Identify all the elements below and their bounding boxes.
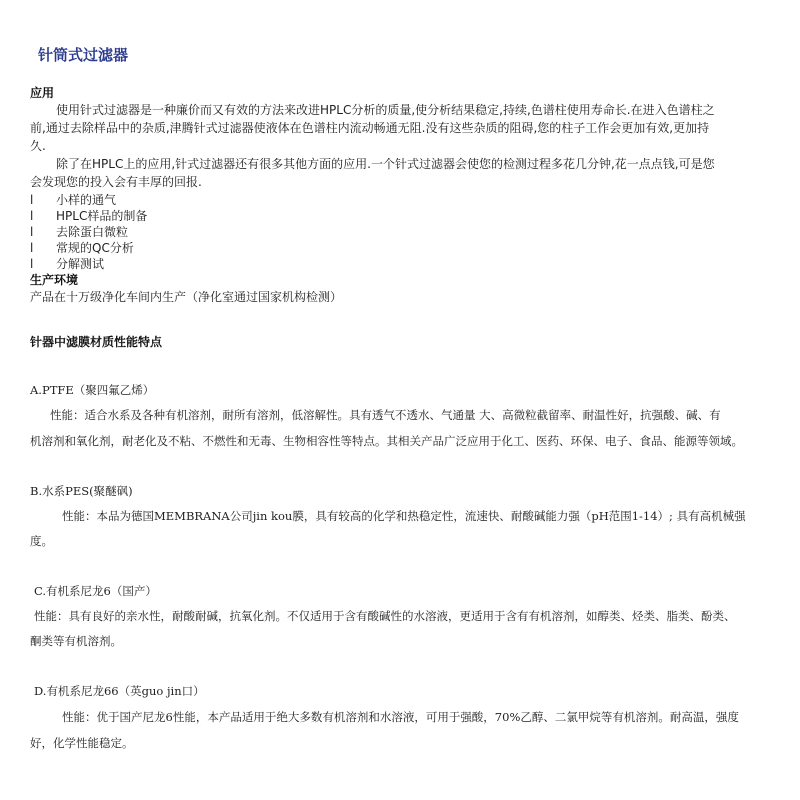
application-paragraph-2-line-1: 除了在HPLC上的应用,针式过滤器还有很多其他方面的应用.一个针式过滤器会使您的检测过程多花几分钟,花一点点钱,可是您 <box>56 157 715 171</box>
application-paragraph-1-line-3: 久. <box>30 139 46 153</box>
section-d-label: D.有机系尼龙66（英guo jin口） <box>34 684 205 698</box>
section-b-line-2: 度。 <box>30 534 53 548</box>
list-item <box>30 223 128 240</box>
list-marker: l <box>30 225 34 239</box>
list-marker: l <box>30 241 34 255</box>
section-d-line-1: 性能：优于国产尼龙6性能，本产品适用于绝大多数有机溶剂和水溶液，可用于强酸，70%乙醇、二氯甲烷等有机溶剂。耐高温，强度 <box>62 710 739 724</box>
list-item <box>30 255 104 272</box>
production-heading: 生产环境 <box>30 273 79 287</box>
application-paragraph-2-line-2: 会发现您的投入会有丰厚的回报. <box>30 175 202 189</box>
list-item <box>30 191 116 208</box>
section-c-label: C.有机系尼龙6（国产） <box>34 584 157 598</box>
production-text: 产品在十万级净化车间内生产（净化室通过国家机构检测） <box>30 290 343 304</box>
application-paragraph-1-line-1: 使用针式过滤器是一种廉价而又有效的方法来改进HPLC分析的质量,使分析结果稳定,持续,色谱柱使用寿命长.在进入色谱柱之 <box>56 103 715 117</box>
section-b-line-1: 性能：本品为德国MEMBRANA公司jin kou膜，具有较高的化学和热稳定性，流速快、耐酸碱能力强（pH范围1-14）; 具有高机械强 <box>62 509 746 523</box>
list-item <box>30 207 147 224</box>
application-paragraph-1-line-2: 前,通过去除样品中的杂质,津腾针式过滤器使液体在色谱柱内流动畅通无阻.没有这些杂质的阻碍,您的柱子工作会更加有效,更加持 <box>30 121 710 135</box>
membrane-heading: 针器中滤膜材质性能特点 <box>30 335 163 349</box>
list-marker: l <box>30 193 34 207</box>
section-c-line-1: 性能：具有良好的亲水性，耐酸耐碱，抗氧化剂。不仅适用于含有酸碱性的水溶液，更适用于含有有机溶剂，如醇类、烃类、脂类、酚类、 <box>34 609 736 623</box>
section-c-line-2: 酮类等有机溶剂。 <box>30 634 122 648</box>
section-a-label: A.PTFE（聚四氟乙烯） <box>30 383 155 397</box>
page-title: 针筒式过滤器 <box>38 46 129 64</box>
list-item-text: 小样的通气 <box>56 193 117 207</box>
section-b-label: B.水系PES(聚醚砜) <box>30 484 133 498</box>
list-marker: l <box>30 209 34 223</box>
list-item-text: 常规的QC分析 <box>56 241 134 255</box>
section-d-line-2: 好，化学性能稳定。 <box>30 736 134 750</box>
section-a-line-2: 机溶剂和氧化剂，耐老化及不粘、不燃性和无毒、生物相容性等特点。其相关产品广泛应用于化工、医药、环保、电子、食品、能源等领域。 <box>30 434 743 448</box>
list-item-text: HPLC样品的制备 <box>56 209 148 223</box>
list-item-text: 去除蛋白微粒 <box>56 225 129 239</box>
list-item <box>30 239 134 256</box>
list-item-text: 分解测试 <box>56 257 105 271</box>
list-marker: l <box>30 257 34 271</box>
application-heading: 应用 <box>30 86 55 100</box>
section-a-line-1: 性能：适合水系及各种有机溶剂，耐所有溶剂，低溶解性。具有透气不透水、气通量 大、高微粒截留率、耐温性好，抗强酸、碱、有 <box>50 408 721 422</box>
